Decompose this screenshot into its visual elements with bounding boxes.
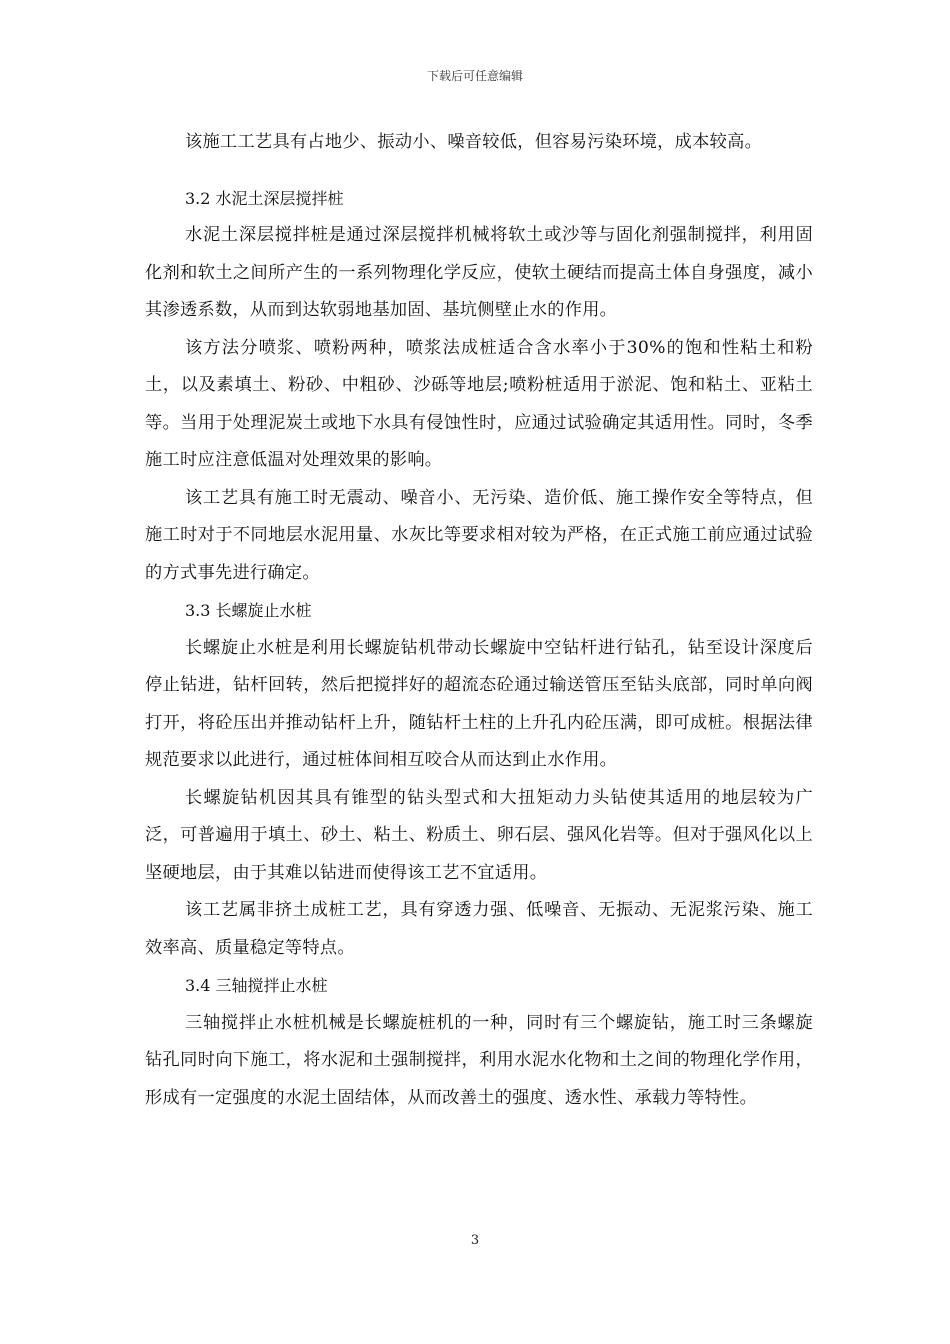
paragraph-3-3-b: 长螺旋钻机因其具有锥型的钻头型式和大扭矩动力头钻使其适用的地层较为广泛，可普遍用于填土、砂土、粘土、粉质土、卵石层、强风化岩等。但对于强风化以上坚硬地层，由于其难以钻进而使得该工艺不宜适用。 xyxy=(145,787,813,883)
paragraph-3-2-c: 该工艺具有施工时无震动、噪音小、无污染、造价低、施工操作安全等特点，但施工时对于不同地层水泥用量、水灰比等要求相对较为严格，在正式施工前应通过试验的方式事先进行确定。 xyxy=(145,487,813,583)
paragraph-3-3-a: 长螺旋止水桩是利用长螺旋钻机带动长螺旋中空钻杆进行钻孔，钻至设计深度后停止钻进，钻杆回转，然后把搅拌好的超流态砼通过输送管压至钻头底部，同时单向阀打开，将砼压出并推动钻杆上升，随钻杆土柱的上升孔内砼压满，即可成桩。根据法律规范要求以此进行，通过桩体间相互咬合从而达到止水作用。 xyxy=(145,637,813,770)
section-heading-3-2: 3.2 水泥土深层搅拌桩 xyxy=(185,188,344,208)
paragraph-3-2-b: 该方法分喷浆、喷粉两种，喷浆法成桩适合含水率小于30%的饱和性粘土和粉土，以及素填土、粉砂、中粗砂、沙砾等地层;喷粉桩适用于淤泥、饱和粘土、亚粘土等。当用于处理泥炭土或地下水具有侵蚀性时，应通过试验确定其适用性。同时，冬季施工时应注意低温对处理效果的影响。 xyxy=(145,337,813,470)
paragraph-intro: 该施工工艺具有占地少、振动小、噪音较低，但容易污染环境，成本较高。 xyxy=(185,132,763,152)
paragraph-3-3-c: 该工艺属非挤土成桩工艺，具有穿透力强、低噪音、无振动、无泥浆污染、施工效率高、质量稳定等特点。 xyxy=(145,900,813,958)
section-heading-3-4: 3.4 三轴搅拌止水桩 xyxy=(185,976,328,995)
paragraph-3-2-a: 水泥土深层搅拌桩是通过深层搅拌机械将软土或沙等与固化剂强制搅拌，利用固化剂和软土之间所产生的一系列物理化学反应，使软土硬结而提高土体自身强度，减小其渗透系数，从而到达软弱地基加固、基坑侧壁止水的作用。 xyxy=(145,225,813,320)
paragraph-3-4-a: 三轴搅拌止水桩机械是长螺旋桩机的一种，同时有三个螺旋钻，施工时三条螺旋钻孔同时向下施工，将水泥和土强制搅拌，利用水泥水化物和土之间的物理化学作用，形成有一定强度的水泥土固结体，从而改善土的强度、透水性、承载力等特性。 xyxy=(145,1012,813,1108)
page-header: 下载后可任意编辑 xyxy=(426,69,523,83)
section-heading-3-3: 3.3 长螺旋止水桩 xyxy=(185,601,312,620)
document-body xyxy=(145,124,813,1117)
page-number: 3 xyxy=(470,1233,480,1248)
